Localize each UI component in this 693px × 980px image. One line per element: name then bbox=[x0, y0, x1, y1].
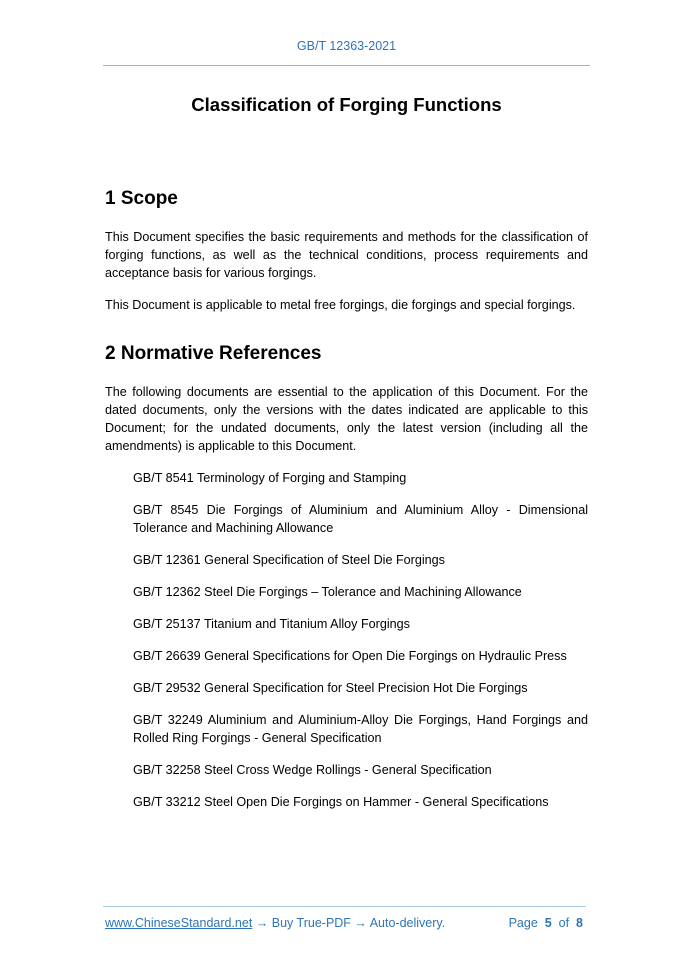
reference-item: GB/T 33212 Steel Open Die Forgings on Hammer - General Specifications bbox=[133, 795, 549, 809]
footer-promo bbox=[105, 916, 445, 930]
paragraph: This Document is applicable to metal free forgings, die forgings and special forgings. bbox=[105, 298, 576, 312]
reference-item: GB/T 32258 Steel Cross Wedge Rollings - General Specification bbox=[133, 763, 492, 777]
footer-tagline: → Buy True-PDF → Auto-delivery. bbox=[252, 916, 446, 930]
document-body bbox=[105, 187, 588, 825]
document-code-header: GB/T 12363-2021 bbox=[296, 39, 397, 53]
paragraph: This Document specifies the basic requirements and methods for the classification of forging functions, as well as the technical conditions, process requirements and acceptance basis for various forgings. bbox=[105, 230, 588, 280]
reference-item: GB/T 8541 Terminology of Forging and Stamping bbox=[133, 471, 407, 485]
reference-item: GB/T 8545 Die Forgings of Aluminium and Aluminium Alloy - Dimensional Tolerance and Machining Allowance bbox=[133, 503, 588, 535]
reference-item: GB/T 29532 General Specification for Steel Precision Hot Die Forgings bbox=[133, 681, 528, 695]
of-label: of bbox=[558, 916, 570, 930]
page-label: Page bbox=[508, 916, 538, 930]
website-link[interactable]: www.ChineseStandard.net bbox=[105, 916, 253, 930]
total-pages: 8 bbox=[576, 916, 583, 930]
section-heading-normative-references: 2 Normative References bbox=[105, 343, 322, 364]
paragraph: The following documents are essential to the application of this Document. For the dated documents, only the versions with the dates indicated are applicable to this Document; for the undated documents, only the latest version (including all the amendments) is applicable to this Document. bbox=[105, 385, 588, 453]
current-page: 5 bbox=[544, 916, 552, 930]
section-heading-scope: 1 Scope bbox=[105, 188, 178, 209]
page-indicator bbox=[509, 916, 583, 930]
reference-item: GB/T 25137 Titanium and Titanium Alloy Forgings bbox=[133, 617, 410, 631]
footer-divider bbox=[103, 906, 586, 907]
reference-item: GB/T 12362 Steel Die Forgings – Tolerance and Machining Allowance bbox=[133, 585, 522, 599]
header-divider bbox=[103, 65, 590, 66]
reference-item: GB/T 32249 Aluminium and Aluminium-Alloy Die Forgings, Hand Forgings and Rolled Ring Forgings - General Specification bbox=[133, 713, 588, 745]
footer bbox=[105, 916, 583, 930]
page-title: Classification of Forging Functions bbox=[191, 94, 502, 115]
reference-item: GB/T 26639 General Specifications for Open Die Forgings on Hydraulic Press bbox=[133, 649, 567, 663]
reference-item: GB/T 12361 General Specification of Steel Die Forgings bbox=[133, 553, 445, 567]
